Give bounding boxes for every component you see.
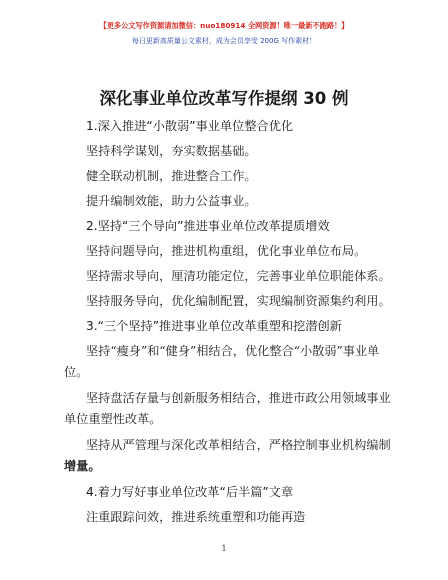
section-heading-3: 3.“三个坚持”推进事业单位改革重塑和挖潜创新 — [86, 319, 342, 333]
paragraph-5: 坚持需求导向，厘清功能定位，完善事业单位职能体系。 — [86, 269, 391, 283]
document-title: 深化事业单位改革写作提纲 30 例 — [99, 89, 349, 108]
promo-banner-line-1: 【更多公文写作资源请加微信：nuo180914 全网资源！唯一最新不跑路！】 — [99, 21, 349, 30]
paragraph-8-line-1: 坚持盘活存量与创新服务相结合，推进市政公用领域事业 — [86, 391, 391, 405]
paragraph-9-line-2: 增量。 — [64, 459, 101, 473]
section-heading-2: 2.坚持“三个导向”推进事业单位改革提质增效 — [86, 219, 330, 233]
paragraph-7-line-1: 坚持“瘦身”和“健身”相结合，优化整合“小散弱”事业单 — [86, 344, 380, 358]
paragraph-1: 坚持科学谋划，夯实数据基础。 — [86, 144, 257, 158]
page-number: 1 — [221, 544, 227, 553]
paragraph-2: 健全联动机制，推进整合工作。 — [86, 169, 257, 183]
section-heading-1: 1.深入推进“小散弱”事业单位整合优化 — [86, 119, 294, 133]
paragraph-9-line-1: 坚持从严管理与深化改革相结合，严格控制事业机构编制 — [86, 438, 391, 452]
paragraph-8-line-2: 单位重塑性改革。 — [64, 412, 162, 426]
paragraph-10: 注重跟踪问效，推进系统重塑和功能再造 — [86, 510, 306, 524]
paragraph-4: 坚持问题导向，推进机构重组，优化事业单位布局。 — [86, 244, 367, 258]
section-heading-4: 4.着力写好事业单位改革“后半篇”文章 — [86, 485, 294, 499]
paragraph-6: 坚持服务导向，优化编制配置，实现编制资源集约利用。 — [86, 294, 391, 308]
promo-banner-line-2: 每日更新高质量公文素材，成为会员享受 200G 写作素材！ — [131, 37, 317, 45]
paragraph-3: 提升编制效能，助力公益事业。 — [86, 194, 257, 208]
paragraph-7-line-2: 位。 — [64, 365, 89, 379]
